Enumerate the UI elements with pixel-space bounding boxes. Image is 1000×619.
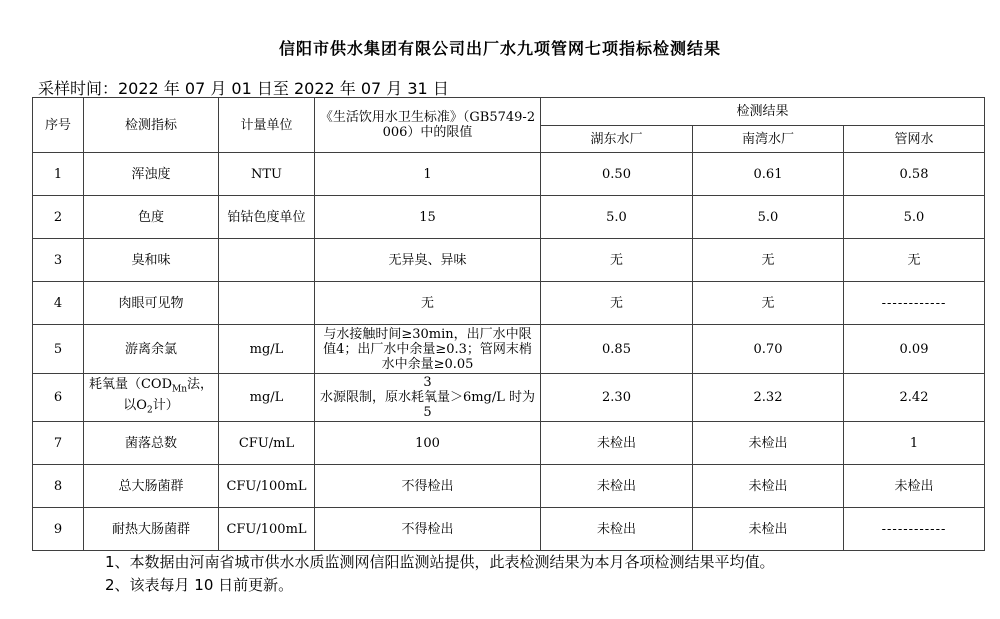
cell-pipeline: 1 bbox=[844, 422, 985, 465]
table-row bbox=[33, 508, 985, 551]
cell-indicator: 游离余氯 bbox=[84, 325, 219, 374]
cell-limit: 无 bbox=[315, 282, 541, 325]
indicator-subscript: 2 bbox=[146, 405, 153, 416]
cell-unit: CFU/100mL bbox=[219, 465, 315, 508]
cell-limit: 无异臭、异味 bbox=[315, 239, 541, 282]
cell-nanwan: 5.0 bbox=[693, 196, 844, 239]
cell-indicator: 浑浊度 bbox=[84, 153, 219, 196]
cell-indicator: 肉眼可见物 bbox=[84, 282, 219, 325]
cell-nanwan: 未检出 bbox=[693, 422, 844, 465]
cell-indicator: 菌落总数 bbox=[84, 422, 219, 465]
table-row bbox=[33, 196, 985, 239]
header-unit: 计量单位 bbox=[219, 98, 315, 153]
cell-no: 1 bbox=[33, 153, 84, 196]
indicator-subscript: Mn bbox=[172, 384, 188, 395]
cell-unit: mg/L bbox=[219, 374, 315, 422]
cell-hudong: 0.50 bbox=[541, 153, 693, 196]
cell-unit bbox=[219, 239, 315, 282]
page-title: 信阳市供水集团有限公司出厂水九项管网七项指标检测结果 bbox=[278, 39, 721, 58]
cell-hudong: 未检出 bbox=[541, 422, 693, 465]
cell-nanwan: 无 bbox=[693, 239, 844, 282]
cell-pipeline: 2.42 bbox=[844, 374, 985, 422]
limit-line-1: 3 bbox=[423, 375, 432, 390]
cell-nanwan: 未检出 bbox=[693, 465, 844, 508]
cell-hudong: 5.0 bbox=[541, 196, 693, 239]
cell-nanwan: 0.70 bbox=[693, 325, 844, 374]
cell-pipeline: 无 bbox=[844, 239, 985, 282]
cell-unit: NTU bbox=[219, 153, 315, 196]
indicator-text: 计） bbox=[152, 397, 179, 413]
cell-indicator: 耐热大肠菌群 bbox=[84, 508, 219, 551]
table-row bbox=[33, 422, 985, 465]
header-no: 序号 bbox=[33, 98, 84, 153]
cell-hudong: 无 bbox=[541, 239, 693, 282]
cell-pipeline: 5.0 bbox=[844, 196, 985, 239]
cell-hudong: 无 bbox=[541, 282, 693, 325]
header-plant-nanwan: 南湾水厂 bbox=[693, 126, 844, 153]
sampling-time: 采样时间：2022 年 07 月 01 日至 2022 年 07 月 31 日 bbox=[38, 79, 449, 98]
cell-pipeline: ------------ bbox=[844, 282, 985, 325]
table-row bbox=[33, 325, 985, 374]
results-table bbox=[32, 97, 985, 551]
cell-no: 5 bbox=[33, 325, 84, 374]
cell-indicator: 总大肠菌群 bbox=[84, 465, 219, 508]
cell-nanwan: 2.32 bbox=[693, 374, 844, 422]
cell-hudong: 未检出 bbox=[541, 465, 693, 508]
cell-hudong: 0.85 bbox=[541, 325, 693, 374]
table-row bbox=[33, 282, 985, 325]
cell-pipeline: 0.09 bbox=[844, 325, 985, 374]
cell-no: 8 bbox=[33, 465, 84, 508]
cell-limit: 不得检出 bbox=[315, 465, 541, 508]
footnotes bbox=[105, 551, 775, 597]
cell-unit: mg/L bbox=[219, 325, 315, 374]
table-row bbox=[33, 465, 985, 508]
cell-nanwan: 0.61 bbox=[693, 153, 844, 196]
cell-pipeline: 0.58 bbox=[844, 153, 985, 196]
cell-limit bbox=[315, 374, 541, 422]
cell-no: 6 bbox=[33, 374, 84, 422]
cell-pipeline: ------------ bbox=[844, 508, 985, 551]
cell-no: 2 bbox=[33, 196, 84, 239]
cell-unit bbox=[219, 282, 315, 325]
cell-unit: 铂钴色度单位 bbox=[219, 196, 315, 239]
cell-indicator bbox=[84, 374, 219, 422]
cell-limit: 100 bbox=[315, 422, 541, 465]
footnote-2: 2、该表每月 10 日前更新。 bbox=[105, 576, 294, 594]
table-row bbox=[33, 239, 985, 282]
indicator-text: 耗氧量（COD bbox=[88, 376, 172, 392]
header-pipeline: 管网水 bbox=[844, 126, 985, 153]
footnote-1: 1、本数据由河南省城市供水水质监测网信阳监测站提供，此表检测结果为本月各项检测结果平均值。 bbox=[105, 553, 775, 571]
cell-hudong: 2.30 bbox=[541, 374, 693, 422]
header-limit: 《生活饮用水卫生标准》（GB5749-2006）中的限值 bbox=[315, 98, 541, 153]
cell-unit: CFU/100mL bbox=[219, 508, 315, 551]
cell-limit: 不得检出 bbox=[315, 508, 541, 551]
cell-indicator: 色度 bbox=[84, 196, 219, 239]
limit-line-2: 水源限制，原水耗氧量＞6mg/L 时为 5 bbox=[319, 390, 536, 420]
header-indicator: 检测指标 bbox=[84, 98, 219, 153]
cell-nanwan: 无 bbox=[693, 282, 844, 325]
cell-limit: 1 bbox=[315, 153, 541, 196]
table-row bbox=[33, 153, 985, 196]
cell-limit: 与水接触时间≥30min，出厂水中限值4；出厂水中余量≥0.3；管网末梢水中余量≥0.05 bbox=[315, 325, 541, 374]
cell-pipeline: 未检出 bbox=[844, 465, 985, 508]
table-header-row-1 bbox=[33, 98, 985, 126]
table-row bbox=[33, 374, 985, 422]
cell-indicator: 臭和味 bbox=[84, 239, 219, 282]
cell-nanwan: 未检出 bbox=[693, 508, 844, 551]
cell-no: 7 bbox=[33, 422, 84, 465]
header-plant-hudong: 湖东水厂 bbox=[541, 126, 693, 153]
cell-hudong: 未检出 bbox=[541, 508, 693, 551]
cell-unit: CFU/mL bbox=[219, 422, 315, 465]
cell-no: 4 bbox=[33, 282, 84, 325]
cell-limit: 15 bbox=[315, 196, 541, 239]
header-results-group: 检测结果 bbox=[541, 98, 985, 126]
cell-no: 3 bbox=[33, 239, 84, 282]
indicator-text: 法，以O bbox=[123, 376, 214, 413]
cell-no: 9 bbox=[33, 508, 84, 551]
